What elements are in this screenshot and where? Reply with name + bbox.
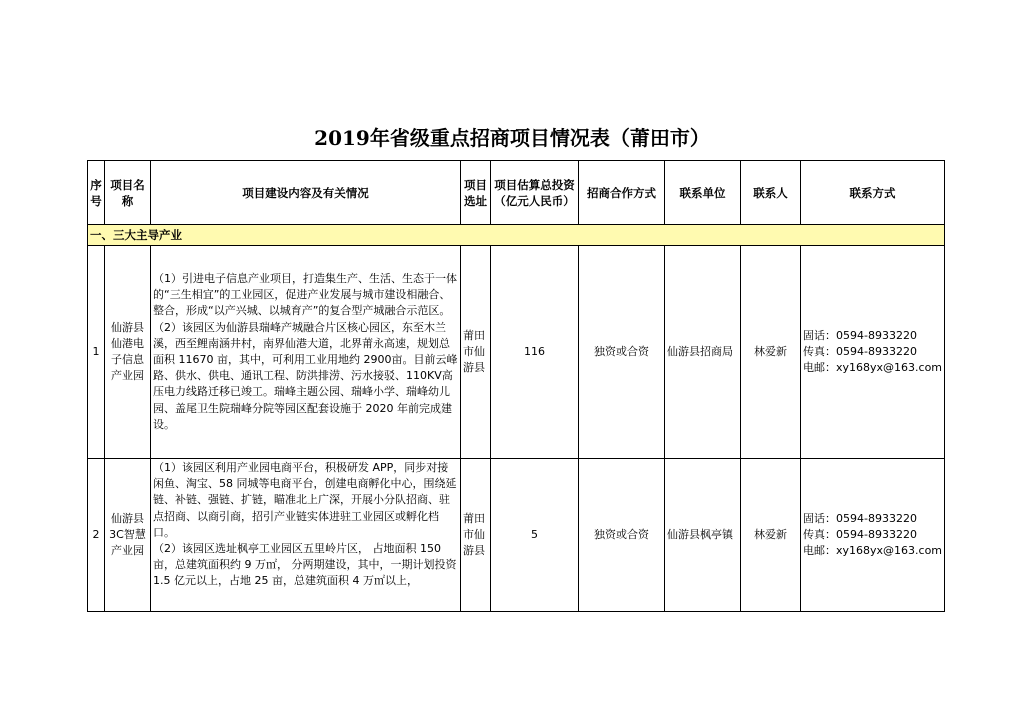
row-seq: 1 — [88, 246, 105, 459]
header-investment: 项目估算总投资（亿元人民币） — [491, 161, 579, 225]
row-name: 仙游县仙港电子信息产业园 — [105, 246, 151, 459]
content-paragraph: （1）该园区利用产业园电商平台，积极研发 APP，同步对接闲鱼、淘宝、58 同城等电商平台，创建电商孵化中心，围绕延链、补链、强链、扩链，瞄准北上广深，开展小分队招商、驻点招商、以商引商，招引产业链实体进驻工业园区或孵化档口。 — [153, 461, 457, 539]
projects-table — [87, 160, 945, 612]
header-content: 项目建设内容及有关情况 — [151, 161, 461, 225]
page-title: 2019年省级重点招商项目情况表（莆田市） — [314, 126, 710, 150]
row-contact — [801, 459, 945, 612]
header-seq: 序号 — [88, 161, 105, 225]
header-contact: 联系方式 — [801, 161, 945, 225]
contact-email: 电邮：xy168yx@163.com — [803, 544, 943, 557]
header-name: 项目名称 — [105, 161, 151, 225]
contact-phone: 固话：0594-8933220 — [803, 329, 917, 342]
row-location: 莆田市仙游县 — [461, 246, 491, 459]
contact-fax: 传真：0594-8933220 — [803, 528, 917, 541]
table-row — [88, 246, 945, 459]
row-unit: 仙游县招商局 — [665, 246, 741, 459]
contact-phone: 固话：0594-8933220 — [803, 512, 917, 525]
row-investment: 116 — [491, 246, 579, 459]
row-mode: 独资或合资 — [579, 246, 665, 459]
row-contact — [801, 246, 945, 459]
content-paragraph: （2）该园区选址枫亭工业园区五里岭片区， 占地面积 150亩，总建筑面积约 9 万㎡， 分两期建设，其中，一期计划投资 1.5 亿元以上，占地 25 亩，总建筑面积 4 万㎡以上， — [153, 542, 457, 588]
contact-email: 电邮：xy168yx@163.com — [803, 361, 943, 374]
row-person: 林爱新 — [741, 459, 801, 612]
row-location: 莆田市仙游县 — [461, 459, 491, 612]
section-row — [88, 225, 945, 246]
header-unit: 联系单位 — [665, 161, 741, 225]
row-person: 林爱新 — [741, 246, 801, 459]
row-investment: 5 — [491, 459, 579, 612]
row-content — [151, 246, 461, 459]
header-location: 项目选址 — [461, 161, 491, 225]
row-seq: 2 — [88, 459, 105, 612]
row-content — [151, 459, 461, 612]
content-paragraph: （1）引进电子信息产业项目，打造集生产、生活、生态于一体的“三生相宜”的工业园区，促进产业发展与城市建设相融合、整合，形成“以产兴城、以城育产”的复合型产城融合示范区。 — [153, 271, 457, 318]
table-row — [88, 459, 945, 612]
row-mode: 独资或合资 — [579, 459, 665, 612]
row-unit: 仙游县枫亭镇 — [665, 459, 741, 612]
contact-fax: 传真：0594-8933220 — [803, 345, 917, 358]
content-paragraph: （2）该园区为仙游县瑞峰产城融合片区核心园区，东至木兰溪，西至鲤南涵井村，南界仙港大道，北界莆永高速，规划总面积 11670 亩，其中，可利用工业用地约 2900亩。目前云峰路、供水、供电、通讯工程、防洪排涝、污水接驳、110KV高压电力线路迁移已竣工。瑞峰主题公园、瑞峰小学、瑞峰幼儿园、盖尾卫生院瑞峰分院等园区配套设施于 2020 年前完成建设。 — [153, 320, 458, 431]
header-mode: 招商合作方式 — [579, 161, 665, 225]
header-row — [88, 161, 945, 225]
row-name: 仙游县3C智慧产业园 — [105, 459, 151, 612]
header-person: 联系人 — [741, 161, 801, 225]
section-title: 一、三大主导产业 — [88, 225, 945, 246]
